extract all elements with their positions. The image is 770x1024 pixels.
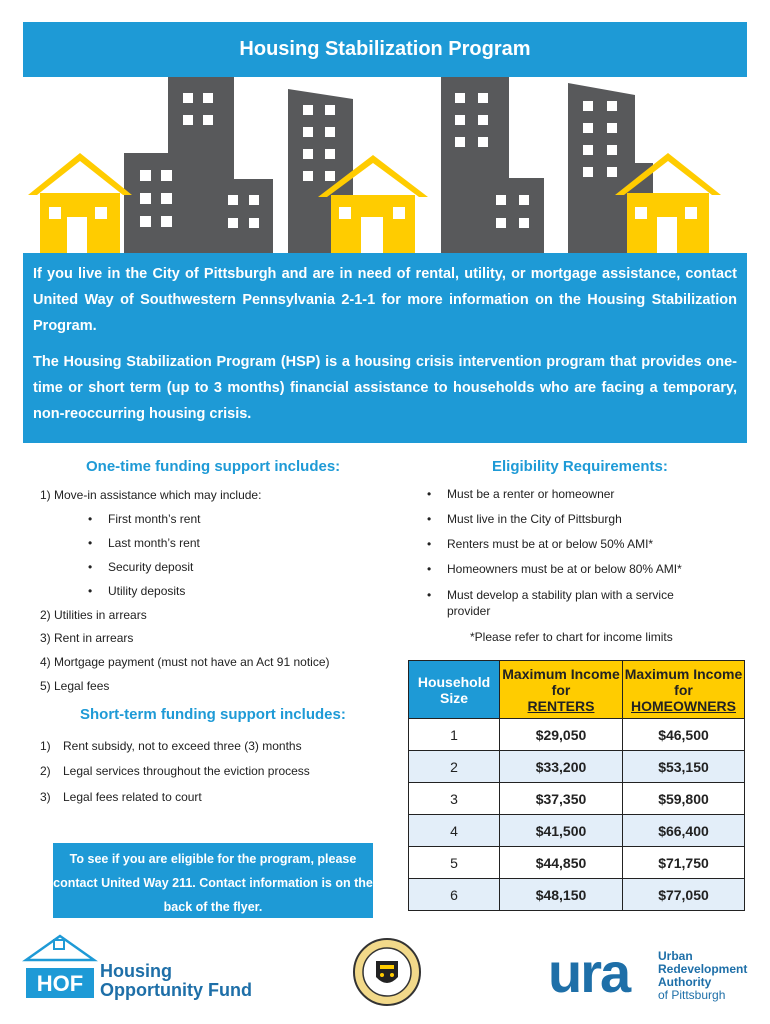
list-text: Rent subsidy, not to exceed three (3) months: [63, 739, 302, 753]
intro-paragraph-1: If you live in the City of Pittsburgh and are in need of rental, utility, or mortgage assistance, contact United Way of Southwestern Pennsylvania 2-1-1 for more information on the Housing Stabilization Program.: [33, 266, 737, 334]
list-item: • Must live in the City of Pittsburgh: [447, 512, 622, 526]
hof-name-line1: Housing: [100, 961, 172, 981]
list-text: Legal services throughout the eviction process: [63, 764, 310, 778]
cell-renters: $48,150: [500, 879, 623, 911]
intro-paragraph-2: The Housing Stabilization Program (HSP) is a housing crisis intervention program that provides one-time or short term (up to 3 months) financial assistance to households who are facing a temporary, non-reoccurring housing crisis.: [33, 354, 737, 422]
ura-name-line1: Urban: [658, 949, 693, 963]
header-homeowners: [623, 661, 745, 719]
hof-name: [100, 962, 252, 1000]
list-item: • Last month’s rent: [108, 536, 200, 550]
header-homeowners-line2: HOMEOWNERS: [631, 697, 736, 714]
hof-name-line2: Opportunity Fund: [100, 980, 252, 1000]
cell-size: 3: [409, 783, 500, 815]
cell-renters: $41,500: [500, 815, 623, 847]
cell-size: 6: [409, 879, 500, 911]
list-item: • Must be a renter or homeowner: [447, 487, 614, 501]
cell-owners: $77,050: [623, 879, 745, 911]
ura-name: [658, 950, 747, 1002]
list-number: 1): [40, 739, 51, 753]
list-number: 2): [40, 764, 51, 778]
cell-renters: $44,850: [500, 847, 623, 879]
cell-owners: $66,400: [623, 815, 745, 847]
intro-panel: [23, 253, 747, 443]
city-houses-illustration: [23, 75, 747, 255]
list-item: • Must develop a stability plan with a service provider: [447, 587, 677, 619]
house-left: [28, 153, 132, 253]
list-text: Legal fees related to court: [63, 790, 202, 804]
ura-mark: ura: [548, 941, 630, 1004]
list-item: 2) Utilities in arrears: [40, 608, 147, 622]
list-item: • Security deposit: [108, 560, 193, 574]
list-item: [40, 739, 302, 753]
list-item: 5) Legal fees: [40, 679, 110, 693]
title-banner: [23, 22, 747, 77]
hof-abbr: HOF: [36, 971, 84, 996]
table-row: [409, 719, 745, 751]
list-item: • Utility deposits: [108, 584, 185, 598]
cell-owners: $46,500: [623, 719, 745, 751]
short-term-heading: Short-term funding support includes:: [80, 706, 346, 723]
ura-name-line3: Authority: [658, 975, 712, 989]
header-household-size: Household Size: [409, 661, 500, 719]
ura-name-line4: of Pittsburgh: [658, 988, 726, 1002]
cell-size: 4: [409, 815, 500, 847]
city-seal-logo: [352, 937, 422, 1007]
one-time-item-1: 1) Move-in assistance which may include:: [40, 488, 262, 502]
list-item: • Renters must be at or below 50% AMI*: [447, 537, 653, 551]
cell-size: 5: [409, 847, 500, 879]
table-row: [409, 815, 745, 847]
list-number: 3): [40, 790, 51, 804]
header-renters-line1: Maximum Income for: [502, 665, 620, 698]
ura-logo: [548, 941, 753, 1008]
ura-name-line2: Redevelopment: [658, 962, 748, 976]
list-item: • Homeowners must be at or below 80% AMI*: [447, 562, 682, 576]
cell-renters: $33,200: [500, 751, 623, 783]
list-item: [40, 764, 310, 778]
building: [124, 153, 194, 253]
list-item: • First month’s rent: [108, 512, 200, 526]
hof-house-icon: [22, 932, 102, 1002]
contact-callout: [53, 843, 373, 918]
cell-owners: $59,800: [623, 783, 745, 815]
cell-size: 1: [409, 719, 500, 751]
income-note: *Please refer to chart for income limits: [470, 630, 673, 644]
income-limits-table: [408, 660, 745, 911]
table-row: [409, 879, 745, 911]
cell-renters: $37,350: [500, 783, 623, 815]
header-renters-line2: RENTERS: [527, 697, 595, 714]
list-item: 4) Mortgage payment (must not have an Act 91 notice): [40, 655, 330, 669]
header-homeowners-line1: Maximum Income for: [624, 665, 743, 698]
cell-size: 2: [409, 751, 500, 783]
eligibility-heading: Eligibility Requirements:: [492, 458, 668, 475]
list-item: [40, 790, 202, 804]
cell-renters: $29,050: [500, 719, 623, 751]
building: [484, 178, 544, 253]
cell-owners: $53,150: [623, 751, 745, 783]
table-row: [409, 847, 745, 879]
table-row: [409, 751, 745, 783]
hof-logo: [22, 932, 272, 1012]
table-row: [409, 783, 745, 815]
contact-callout-text: To see if you are eligible for the program, please contact United Way 211. Contact information is on the back of the flyer.: [53, 852, 373, 914]
page-title: Housing Stabilization Program: [239, 38, 531, 60]
cell-owners: $71,750: [623, 847, 745, 879]
list-item: 3) Rent in arrears: [40, 631, 134, 645]
one-time-heading: One-time funding support includes:: [86, 458, 341, 475]
table-header-row: [409, 661, 745, 719]
building: [218, 179, 273, 253]
header-renters: [500, 661, 623, 719]
